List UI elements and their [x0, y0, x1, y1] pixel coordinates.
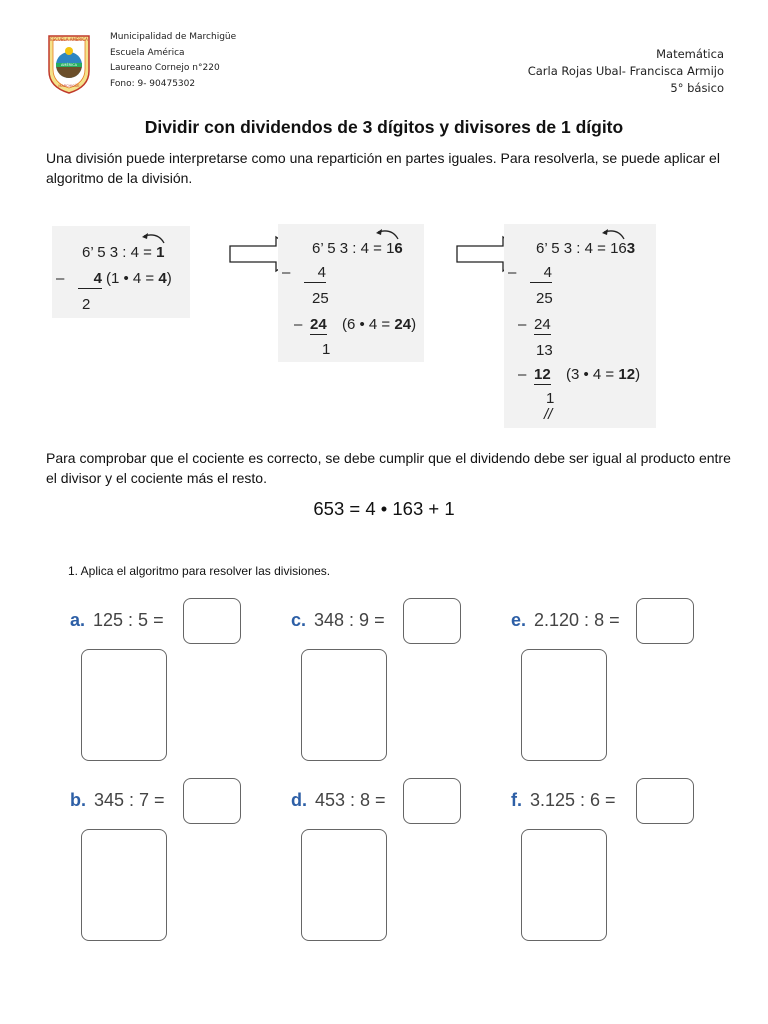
exercise-letter: b.	[70, 790, 86, 810]
product-note	[566, 366, 640, 383]
subtrahend: 24	[534, 316, 551, 333]
note-value: 12	[618, 366, 636, 383]
step-header-text: 6’ 5 3 : 4 = 1	[312, 240, 395, 257]
intro-paragraph: Una división puede interpretarse como una repartición en partes iguales. Para resolverla, se puede aplicar el algoritmo de la división.	[46, 150, 720, 186]
answer-box[interactable]	[183, 598, 241, 644]
school-line: Laureano Cornejo n°220	[110, 63, 220, 73]
school-logo-icon	[46, 31, 92, 95]
logo-text-bottom: MARCHIGÜE	[58, 84, 80, 88]
remainder: 1	[546, 390, 555, 407]
exercise-expression: 348 : 9 =	[314, 610, 385, 630]
product-note	[106, 270, 172, 287]
answer-box[interactable]	[636, 598, 694, 644]
step-header-digit: 6	[394, 240, 403, 257]
check-paragraph: Para comprobar que el cociente es correcto, se debe cumplir que el dividendo debe ser igual al producto entre el divisor y el cociente más el resto.	[46, 450, 731, 486]
note-text: (6 • 4 =	[342, 316, 395, 333]
exercise-f	[511, 790, 616, 811]
minus-sign: –	[518, 316, 527, 333]
note-value: 4	[158, 270, 167, 287]
step-header-text: 6’ 5 3 : 4 = 16	[536, 240, 627, 257]
exercise-letter: a.	[70, 610, 86, 630]
carry-arrow-icon	[138, 230, 168, 244]
exercise-expression: 125 : 5 =	[93, 610, 164, 630]
subject-info	[528, 46, 724, 97]
remainder: 2	[82, 296, 91, 313]
note-value: 24	[394, 316, 412, 333]
subtrahend: 4	[78, 270, 102, 289]
step-header-text: 6’ 5 3 : 4 =	[82, 244, 157, 261]
answer-box[interactable]	[403, 598, 461, 644]
note-text: (3 • 4 =	[566, 366, 619, 383]
exercise-d	[291, 790, 386, 811]
step-header-digit: 1	[156, 244, 165, 261]
logo-text-center: AMÉRICA	[61, 63, 77, 67]
minus-sign: –	[294, 316, 303, 333]
verification-formula: 653 = 4 • 163 + 1	[313, 498, 455, 519]
carry-arrow-icon	[598, 226, 628, 240]
partial-remainder: 13	[536, 342, 553, 359]
exercise-b	[70, 790, 165, 811]
minus-sign: –	[518, 366, 527, 383]
school-line: Municipalidad de Marchigüe	[110, 32, 237, 42]
school-line: Escuela América	[110, 47, 185, 58]
subject-line: Carla Rojas Ubal- Francisca Armijo	[527, 64, 724, 78]
division-step-1	[52, 226, 190, 318]
subject-line: 5° básico	[670, 81, 724, 95]
work-box[interactable]	[521, 829, 607, 941]
subtrahend: 4	[530, 264, 552, 283]
product-note	[342, 316, 416, 333]
subtrahend: 12	[534, 366, 551, 383]
exercise-expression: 2.120 : 8 =	[534, 610, 620, 630]
note-close: )	[166, 270, 172, 287]
exercise-a	[70, 610, 164, 631]
answer-box[interactable]	[636, 778, 694, 824]
step-header	[536, 240, 635, 257]
subtrahend: 24	[310, 316, 327, 333]
work-box[interactable]	[81, 829, 167, 941]
minus-sign: –	[508, 264, 517, 281]
exercise-expression: 453 : 8 =	[315, 790, 386, 810]
division-step-2	[278, 224, 424, 362]
remainder: 1	[322, 341, 331, 358]
exercise-e	[511, 610, 620, 631]
answer-box[interactable]	[183, 778, 241, 824]
work-box[interactable]	[521, 649, 607, 761]
exercise-letter: d.	[291, 790, 307, 810]
step-header-digit: 3	[626, 240, 636, 257]
minus-sign: –	[56, 270, 65, 287]
note-close: )	[635, 366, 641, 383]
note-close: )	[411, 316, 417, 333]
work-box[interactable]	[81, 649, 167, 761]
partial-remainder: 25	[536, 290, 553, 307]
work-box[interactable]	[301, 829, 387, 941]
subtrahend: 4	[304, 264, 326, 283]
exercise-expression: 345 : 7 =	[94, 790, 165, 810]
step-header	[82, 244, 164, 261]
step-header	[312, 240, 403, 257]
partial-remainder: 25	[312, 290, 329, 307]
subject-line: Matemática	[656, 47, 724, 61]
work-box[interactable]	[301, 649, 387, 761]
exercise-letter: e.	[511, 610, 527, 630]
end-mark: //	[544, 406, 553, 423]
page-title: Dividir con dividendos de 3 dígitos y divisores de 1 dígito	[144, 117, 624, 137]
answer-box[interactable]	[403, 778, 461, 824]
note-text: (1 • 4 =	[106, 270, 159, 287]
exercise-letter: c.	[291, 610, 307, 630]
exercise-c	[291, 610, 385, 631]
logo-text-top: ESCUELA AMÉRICA	[50, 37, 88, 42]
carry-arrow-icon	[372, 226, 402, 240]
exercise-expression: 3.125 : 6 =	[530, 790, 616, 810]
division-step-3	[504, 224, 656, 428]
minus-sign: –	[282, 264, 291, 281]
school-line: Fono: 9- 90475302	[110, 78, 196, 89]
school-info	[110, 30, 236, 92]
exercise-letter: f.	[511, 790, 522, 810]
instruction-text: 1. Aplica el algoritmo para resolver las divisiones.	[68, 564, 331, 578]
